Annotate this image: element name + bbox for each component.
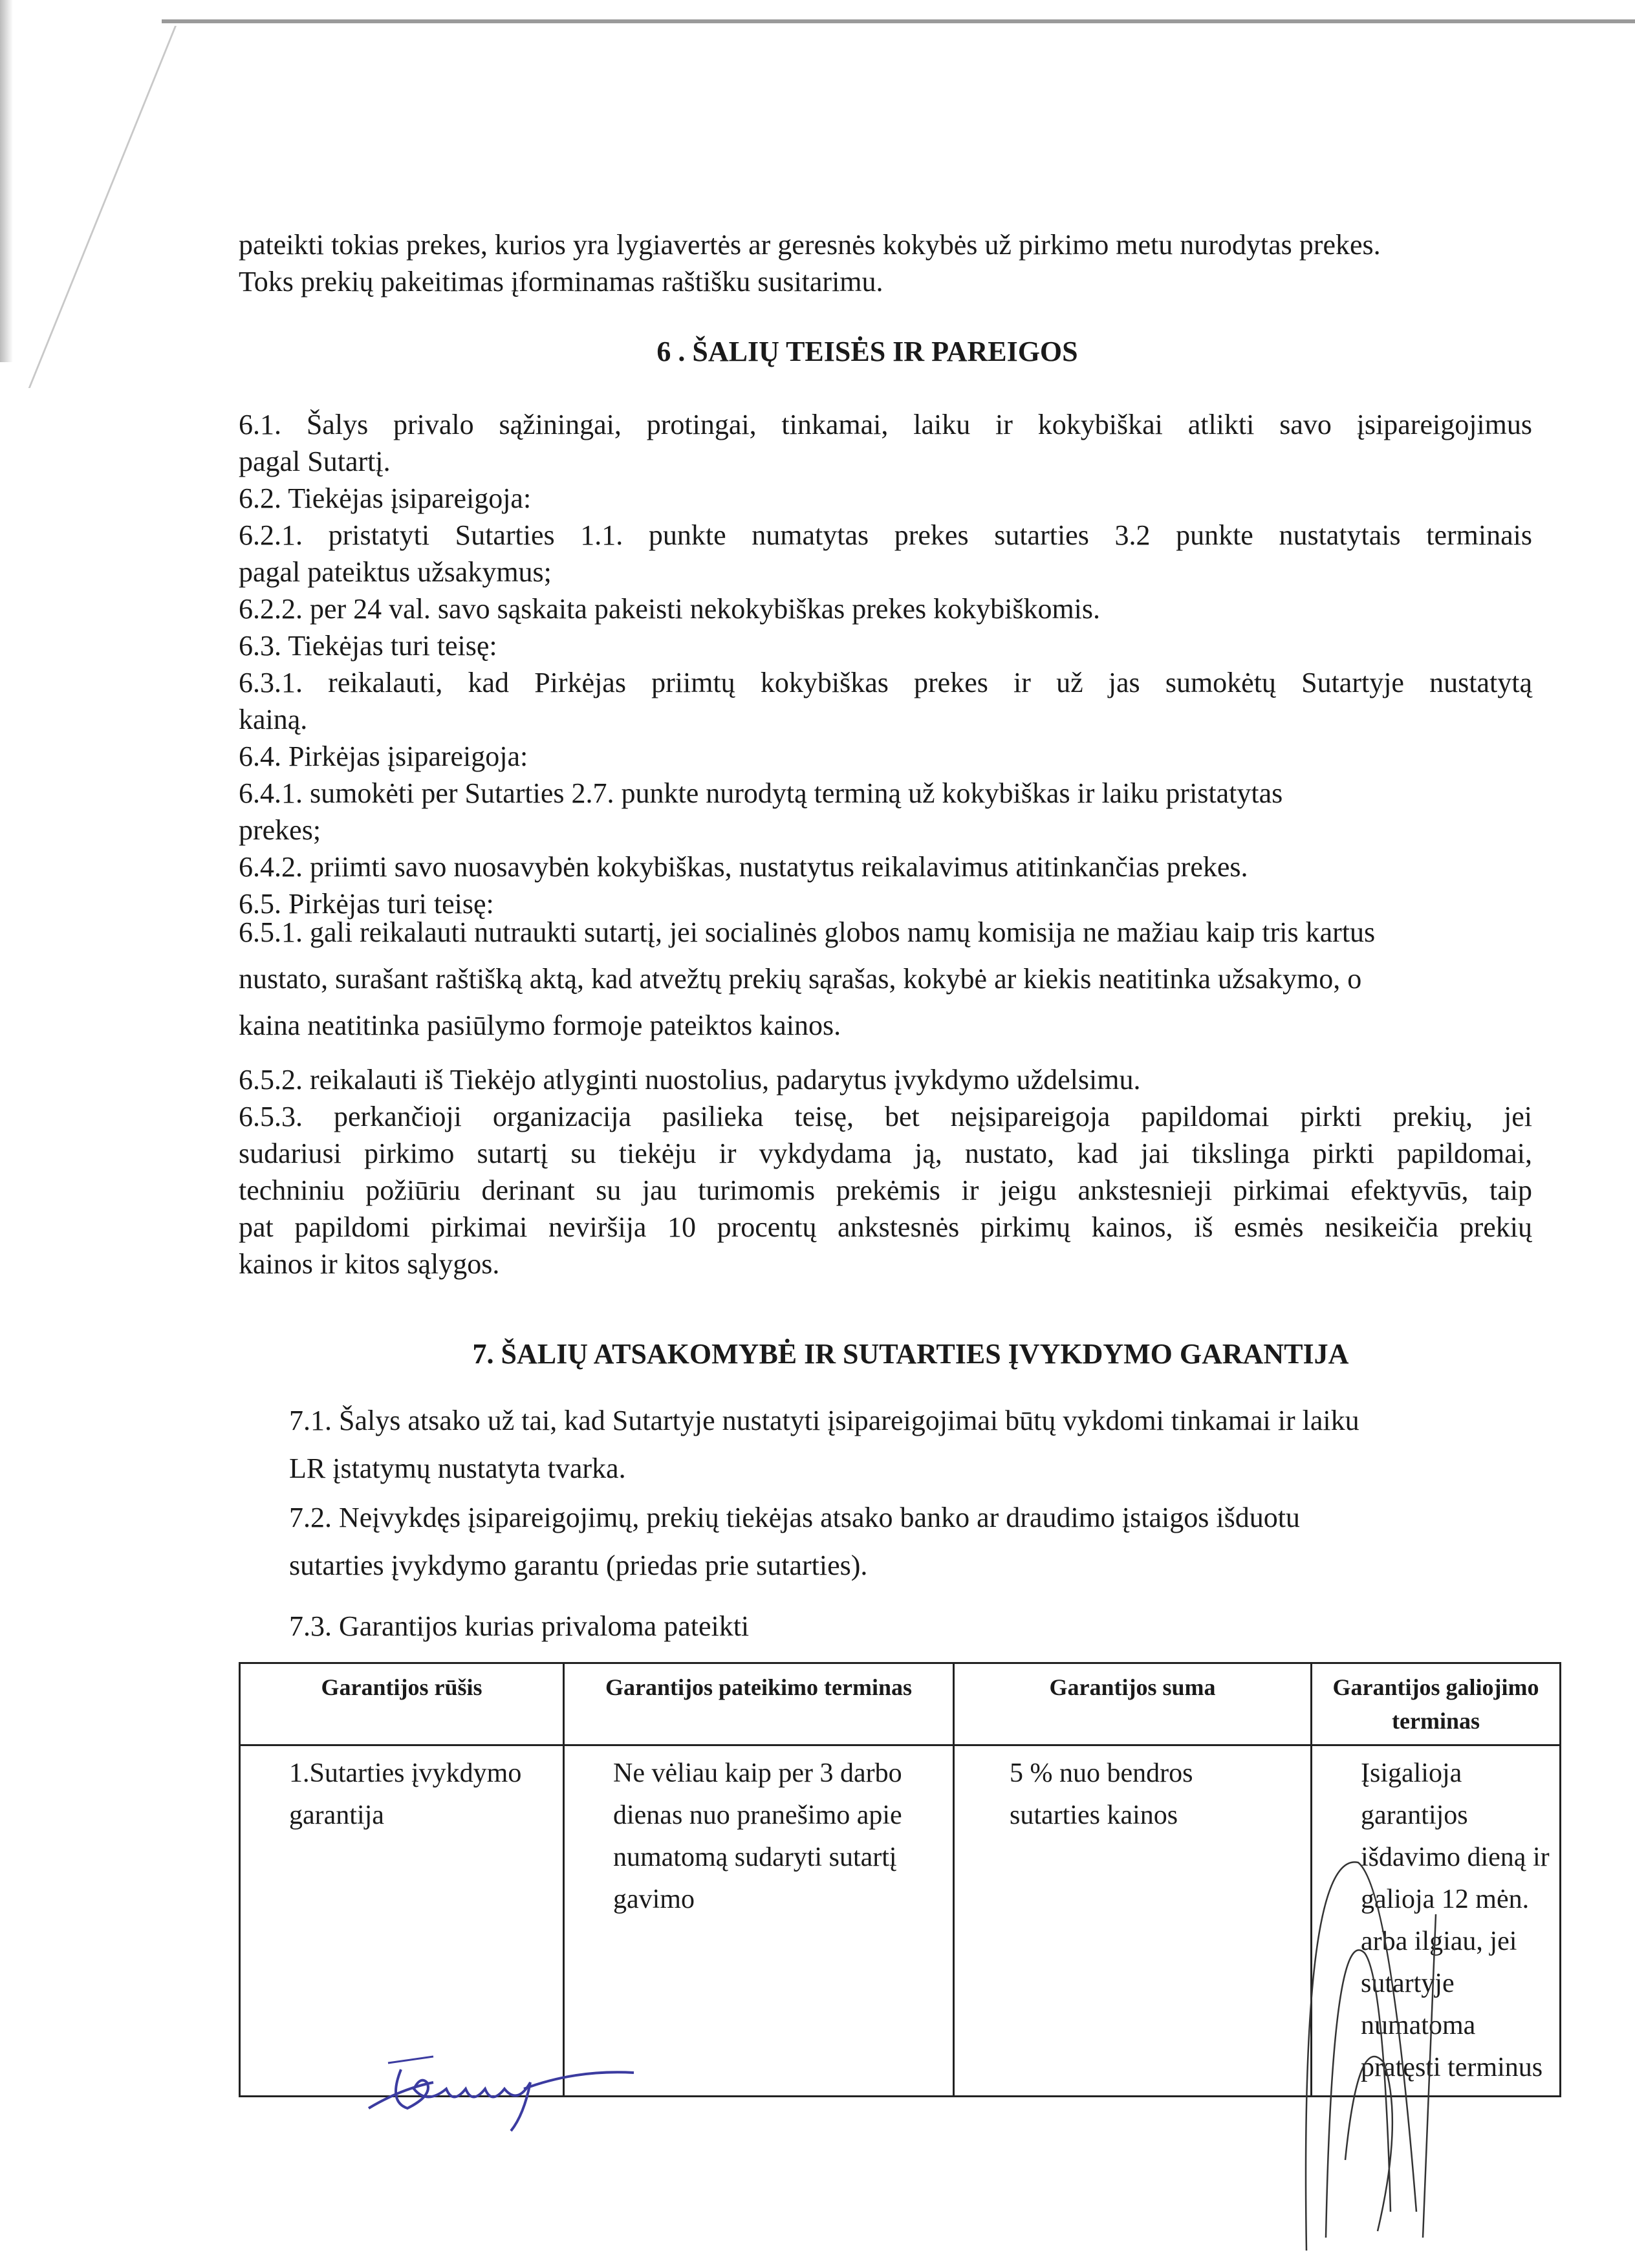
text-line: 6.5.3. perkančioji organizacija pasilieka teisę, bet neįsipareigoja papildomai pirkti prekių, jei — [239, 1101, 1532, 1132]
intro-paragraph — [239, 226, 1532, 300]
text-line: 6.4.1. sumokėti per Sutarties 2.7. punkte nurodytą terminą už kokybiškas ir laiku pristatytas — [239, 777, 1283, 809]
stamp-signature-strokes — [1287, 1850, 1481, 2251]
text-line: 6.5. Pirkėjas turi teisę: — [239, 888, 494, 920]
text-line: 6.4.2. priimti savo nuosavybėn kokybiškas, nustatytus reikalavimus atitinkančias prekes. — [239, 851, 1248, 883]
text-line: pat papildomi pirkimai neviršija 10 procentų ankstesnės pirkimų kainos, iš esmės nesikeičia prekių — [239, 1211, 1532, 1243]
text-line: LR įstatymų nustatyta tvarka. — [289, 1453, 626, 1484]
section-6-clauses — [239, 406, 1532, 922]
text-line: 7.3. Garantijos kurias privaloma pateikti — [289, 1610, 750, 1642]
text-line: pateikti tokias prekes, kurios yra lygiavertės ar geresnės kokybės už pirkimo metu nurodytas prekes. — [239, 229, 1381, 261]
table-cell: Įsigalioja garantijos išdavimo dieną ir galioja 12 mėn. arba ilgiau, jei sutartyje numatoma pratęsti terminus — [1312, 1745, 1561, 2097]
text-line: 7.1. Šalys atsako už tai, kad Sutartyje nustatyti įsipareigojimai būtų vykdomi tinkamai ir laiku — [289, 1405, 1359, 1436]
column-header: Garantijos pateikimo terminas — [564, 1663, 954, 1745]
table-header-row — [240, 1663, 1561, 1745]
column-header: Garantijos suma — [954, 1663, 1312, 1745]
table-cell: 1.Sutarties įvykdymo garantija — [240, 1745, 564, 2097]
text-line: kainą. — [239, 704, 308, 735]
text-line: kainos ir kitos sąlygos. — [239, 1248, 500, 1280]
text-line: 6.3. Tiekėjas turi teisę: — [239, 630, 497, 662]
text-line: 6.2.2. per 24 val. savo sąskaita pakeisti nekokybiškas prekes kokybiškomis. — [239, 593, 1101, 625]
text-line: 6.2.1. pristatyti Sutarties 1.1. punkte numatytas prekes sutarties 3.2 punkte nustatytais terminais — [239, 519, 1532, 551]
text-line: 6.4. Pirkėjas įsipareigoja: — [239, 740, 528, 772]
text-line: 6.2. Tiekėjas įsipareigoja: — [239, 482, 532, 514]
clause-6-5-1 — [239, 914, 1532, 1044]
text-line: sutarties įvykdymo garantu (priedas prie sutarties). — [289, 1550, 868, 1581]
text-line: 7.2. Neįvykdęs įsipareigojimų, prekių tiekėjas atsako banko ar draudimo įstaigos išduotu — [289, 1502, 1300, 1533]
text-line: kaina neatitinka pasiūlymo formoje pateiktos kainos. — [239, 1010, 841, 1041]
column-header: Garantijos galiojimo terminas — [1312, 1663, 1561, 1745]
text-line: nustato, surašant raštišką aktą, kad atvežtų prekių sąrašas, kokybė ar kiekis neatitinka užsakymo, o — [239, 963, 1362, 995]
text-line: 6.5.1. gali reikalauti nutraukti sutartį, jei socialinės globos namų komisija ne mažiau kaip tris kartus — [239, 916, 1376, 948]
section-7-heading: 7. ŠALIŲ ATSAKOMYBĖ IR SUTARTIES ĮVYKDYMO GARANTIJA — [472, 1338, 1349, 1370]
text-line: pagal Sutartį. — [239, 446, 391, 477]
text-line: sudariusi pirkimo sutartį su tiekėju ir vykdydama ją, nustato, kad jai tikslinga pirkti papildomai, — [239, 1138, 1532, 1169]
text-line: pagal pateiktus užsakymus; — [239, 556, 552, 588]
text-line: techniniu požiūriu derinant su jau turimomis prekėmis ir jeigu ankstesnieji pirkimai efektyvūs, taip — [239, 1174, 1532, 1206]
column-header: Garantijos rūšis — [240, 1663, 564, 1745]
section-6-heading: 6 . ŠALIŲ TEISĖS IR PAREIGOS — [656, 336, 1078, 367]
text-line: prekes; — [239, 814, 321, 846]
clauses-6-5-2-6-5-3 — [239, 1061, 1532, 1282]
handwritten-signature — [362, 2044, 647, 2134]
text-line: 6.3.1. reikalauti, kad Pirkėjas priimtų kokybiškas prekes ir už jas sumokėtų Sutartyje nustatytą — [239, 667, 1532, 698]
table-cell: 5 % nuo bendros sutarties kainos — [954, 1745, 1312, 2097]
table-cell: Ne vėliau kaip per 3 darbo dienas nuo pranešimo apie numatomą sudaryti sutartį gavimo — [564, 1745, 954, 2097]
text-line: 6.5.2. reikalauti iš Tiekėjo atlyginti nuostolius, padarytus įvykdymo uždelsimu. — [239, 1064, 1141, 1096]
section-7-clauses — [289, 1402, 1505, 1645]
text-line: 6.1. Šalys privalo sąžiningai, protingai, tinkamai, laiku ir kokybiškai atlikti savo įsipareigojimus — [239, 409, 1532, 440]
scan-edge-top — [162, 19, 1635, 23]
page-fold — [0, 26, 177, 388]
text-line: Toks prekių pakeitimas įforminamas raštišku susitarimu. — [239, 266, 883, 297]
